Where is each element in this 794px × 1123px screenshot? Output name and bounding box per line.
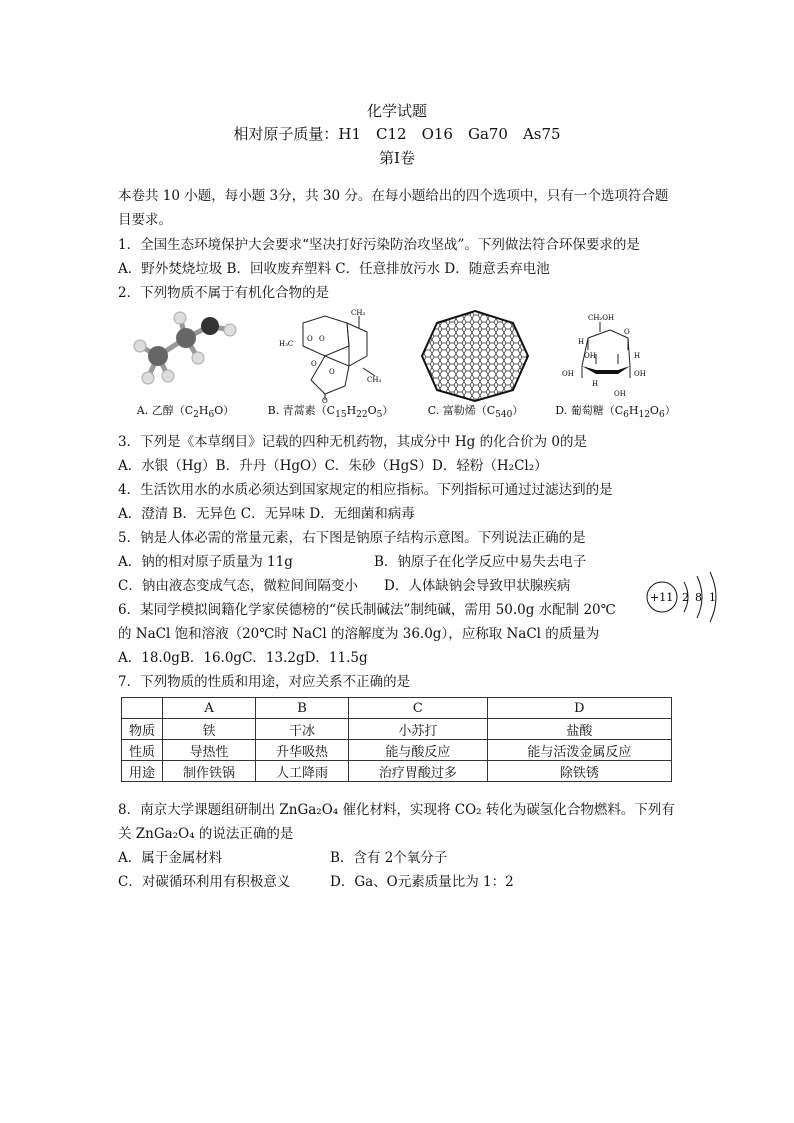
- q8-line-1: 8．南京大学课题组研制出 ZnGa₂O₄ 催化材料，实现将 CO₂ 转化为碳氢化合物燃料。下列有: [118, 802, 675, 818]
- instructions-line-2: 目要求。: [118, 212, 172, 228]
- q2-molecule-figures: [118, 308, 678, 420]
- table-cell: 导热性: [163, 740, 256, 761]
- q8-option-d: D．Ga、O元素质量比为 1：2: [330, 874, 514, 890]
- table-cell: 除铁锈: [487, 761, 671, 782]
- table-header-row: [122, 698, 672, 719]
- svg-text:H: H: [578, 338, 585, 346]
- svg-text:O: O: [329, 368, 335, 376]
- q8-option-b: B．含有 2个氧分子: [330, 850, 448, 866]
- q1-options: A．野外焚烧垃圾 B．回收废弃塑料 C．任意排放污水 D．随意丢弃电池: [118, 261, 550, 277]
- svg-text:H: H: [634, 352, 641, 360]
- ethanol-model: [118, 308, 253, 420]
- caption-a: A. 乙醇$(C_2H_6O)$: [136, 403, 235, 420]
- caption-c: C. 富勒烯$(C_{540})$: [427, 403, 524, 420]
- glucose-structure: [548, 308, 683, 420]
- atomic-structure-icon: [640, 568, 720, 628]
- svg-text:O: O: [319, 335, 325, 343]
- q6-options: A．18.0gB．16.0gC．13.2gD．11.5g: [118, 650, 368, 666]
- table-row: [122, 761, 672, 782]
- table-cell: 盐酸: [487, 719, 671, 740]
- artemisinin-structure: [263, 308, 398, 420]
- q3-stem: 3．下列是《本草纲目》记载的四种无机药物，其成分中 Hg 的化合价为 0的是: [118, 434, 587, 450]
- svg-text:CH₃: CH₃: [351, 309, 366, 317]
- svg-text:O: O: [311, 360, 317, 368]
- q4-options: A．澄清 B．无异色 C．无异味 D．无细菌和病毒: [118, 506, 415, 522]
- table-cell: 制作铁锅: [163, 761, 256, 782]
- q3-options: A．水银（Hg）B．升丹（HgO）C．朱砂（HgS）D．轻粉（H₂Cl₂）: [118, 458, 548, 474]
- fullerene-model: [408, 308, 543, 420]
- instructions-line-1: 本卷共 10 小题，每小题 3分，共 30 分。在每小题给出的四个选项中，只有一个选项符合题: [118, 188, 669, 204]
- svg-text:CH₂OH: CH₂OH: [588, 314, 615, 322]
- table-cell: 能与酸反应: [349, 740, 488, 761]
- q6-line-1: 6．某同学模拟闽籍化学家侯德榜的“侯氏制碱法”制纯碱，需用 50.0g 水配制 20℃: [118, 602, 616, 618]
- atomic-mass-line: 相对原子质量：H1 C12 O16 Ga70 As75: [233, 125, 561, 143]
- q8-option-a: A．属于金属材料: [118, 850, 223, 866]
- svg-text:CH₃: CH₃: [367, 376, 382, 384]
- table-header-cell: A: [163, 698, 256, 719]
- caption-b: B. 青蒿素$(C_{15}H_{22}O_5)$: [267, 403, 394, 420]
- table-cell: 干冰: [256, 719, 349, 740]
- table-cell: 物质: [122, 719, 163, 740]
- table-header-cell: C: [349, 698, 488, 719]
- fullerene-cage-icon: [408, 308, 543, 403]
- table-cell: 能与活泼金属反应: [487, 740, 671, 761]
- sodium-atom-diagram: [640, 568, 720, 628]
- svg-text:OH: OH: [634, 370, 646, 378]
- volume-label: 第Ⅰ卷: [379, 149, 415, 167]
- table-cell: 人工降雨: [256, 761, 349, 782]
- q4-stem: 4．生活饮用水的水质必须达到国家规定的相应指标。下列指标可通过过滤达到的是: [118, 482, 613, 498]
- table-cell: 治疗胃酸过多: [349, 761, 488, 782]
- q1-stem: 1．全国生态环境保护大会要求“坚决打好污染防治攻坚战”。下列做法符合环保要求的是: [118, 237, 640, 253]
- structural-formula-icon: [263, 308, 398, 403]
- table-header-cell: B: [256, 698, 349, 719]
- q5-option-a: A．钠的相对原子质量为 11g: [118, 554, 293, 570]
- caption-d: D. 葡萄糖$(C_6H_{12}O_6)$: [555, 403, 676, 420]
- table-cell: 铁: [163, 719, 256, 740]
- svg-text:H₃C: H₃C: [279, 340, 294, 348]
- table-header-cell: D: [487, 698, 671, 719]
- q5-stem: 5．钠是人体必需的常量元素，右下图是钠原子结构示意图。下列说法正确的是: [118, 530, 586, 546]
- q8-line-2: 关 ZnGa₂O₄ 的说法正确的是: [118, 826, 294, 842]
- q8-option-c: C．对碳循环利用有积极意义: [118, 874, 291, 890]
- table-row: [122, 719, 672, 740]
- svg-text:1: 1: [709, 591, 716, 604]
- q5-option-b: B．钠原子在化学反应中易失去电子: [374, 554, 587, 570]
- q5-option-d: D．人体缺钠会导致甲状腺疾病: [384, 578, 571, 594]
- svg-text:O: O: [624, 328, 630, 336]
- svg-text:8: 8: [695, 591, 702, 604]
- table-cell: 性质: [122, 740, 163, 761]
- table-cell: 用途: [122, 761, 163, 782]
- q7-stem: 7．下列物质的性质和用途，对应关系不正确的是: [118, 674, 411, 690]
- q7-table: [121, 697, 672, 782]
- table-cell: 升华吸热: [256, 740, 349, 761]
- table-cell: 小苏打: [349, 719, 488, 740]
- page-title: 化学试题: [366, 102, 427, 120]
- q6-line-2: 的 NaCl 饱和溶液（20℃时 NaCl 的溶解度为 36.0g），应称取 NaCl 的质量为: [118, 626, 600, 642]
- svg-text:2: 2: [682, 591, 689, 604]
- q5-option-c: C．钠由液态变成气态，微粒间间隔变小: [118, 578, 358, 594]
- svg-text:O: O: [322, 397, 328, 403]
- svg-text:OH: OH: [584, 352, 596, 360]
- svg-text:OH: OH: [562, 370, 574, 378]
- svg-text:+11: +11: [650, 591, 674, 604]
- table-row: [122, 740, 672, 761]
- q2-stem: 2．下列物质不属于有机化合物的是: [118, 285, 330, 301]
- svg-text:H: H: [592, 380, 599, 388]
- haworth-projection-icon: [548, 308, 683, 403]
- svg-text:O: O: [307, 335, 313, 343]
- ball-stick-model-icon: [118, 308, 253, 403]
- svg-text:OH: OH: [614, 390, 626, 398]
- table-header-cell: [122, 698, 163, 719]
